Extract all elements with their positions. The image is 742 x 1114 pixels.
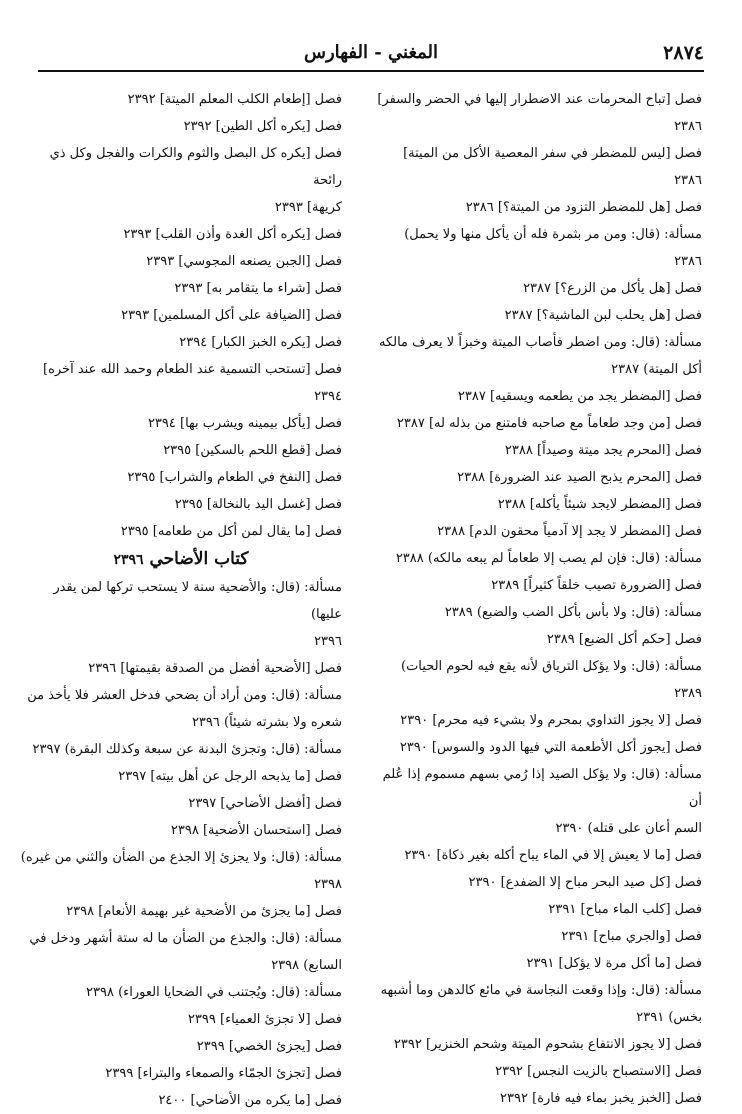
index-entry: فصل [المحرم يذبح الصيد عند الضرورة] ٢٣٨٨ (457, 470, 702, 485)
index-entry: مسألة: (قال: وتجزئ البدنة عن سبعة وكذلك البقرة) ٢٣٩٧ (32, 742, 342, 757)
index-entry: السم أعان على قتله) ٢٣٩٠ (555, 821, 702, 836)
index-entry: مسألة: (قال: والأضحية سنة لا يستحب تركها لمن يقدر عليها) (53, 580, 342, 622)
index-entry: فصل [المضطر لايجد شيئاً يأكله] ٢٣٨٨ (497, 497, 702, 512)
index-entry: فصل [هل يحلب لبن الماشية؟] ٢٣٨٧ (504, 308, 702, 323)
index-entry: مسألة: (قال: وإذا وقعت النجاسة في مائع كالدهن وما أشبهه (380, 983, 702, 998)
index-entry: فصل [لا تجزئ العمياء] ٢٣٩٩ (187, 1012, 342, 1027)
index-entry: كريهة] ٢٣٩٣ (274, 200, 342, 215)
index-entry: فصل [الضرورة تصيب خلقاً كثيراً] ٢٣٨٩ (491, 578, 702, 593)
index-entry: فصل [ما يذبحه الرجل عن أهل بيته] ٢٣٩٧ (118, 769, 342, 784)
index-entry: فصل [هل للمضطر التزود من الميتة؟] ٢٣٨٦ (465, 200, 702, 215)
index-entry: فصل [المضطر لا يجد إلا آدمياً محقون الدم] ٢٣٨٨ (437, 524, 702, 539)
index-entry: فصل [تجزئ الجمّاء والصمعاء والبتراء] ٢٣٩٩ (105, 1066, 342, 1081)
index-entry: فصل [يجزئ الخصي] ٢٣٩٩ (196, 1039, 342, 1054)
index-entry: مسألة: (قال: ولا يجزئ إلا الجذع من الضأن والثني من غيره) (20, 850, 342, 865)
index-entry: فصل [والجري مباح] ٢٣٩١ (561, 929, 702, 944)
index-list-top (20, 86, 342, 545)
index-entry: فصل [المضطر يجد من يطعمه ويسقيه] ٢٣٨٧ (457, 389, 702, 404)
section-page: ٢٣٩٦ (113, 552, 144, 568)
index-entry: فصل [من وجد طعاماً مع صاحبه فامتنع من بذله له] ٢٣٨٧ (396, 416, 702, 431)
index-entry: فصل [شراء ما يتقامر به] ٢٣٩٣ (174, 281, 342, 296)
index-entry: مسألة: (قال: والجذع من الضأن ما له ستة أشهر ودخل في (29, 931, 342, 946)
index-entry: فصل [ما يقال لمن أكل من طعامه] ٢٣٩٥ (120, 524, 342, 539)
index-entry: فصل [حكم أكل الضبع] ٢٣٨٩ (546, 632, 702, 647)
index-entry: مسألة: (قال: ولا بأس بأكل الضب والضبع) ٢٣٨٩ (444, 605, 702, 620)
index-entry: فصل [الضيافة على أكل المسلمين] ٢٣٩٣ (121, 308, 342, 323)
index-entry: مسألة: (قال: ويُجتنب في الضحايا العوراء) ٢٣٩٨ (86, 985, 342, 1000)
index-entry: فصل [أفضل الأضاحي] ٢٣٩٧ (188, 796, 342, 811)
index-entry: فصل [الجبن يصنعه المجوسي] ٢٣٩٣ (146, 254, 342, 269)
index-entry: فصل [ما أكل مرة لا يؤكل] ٢٣٩١ (526, 956, 702, 971)
index-entry: فصل [كلب الماء مباح] ٢٣٩١ (548, 902, 702, 917)
index-entry: فصل [الخبز يخبز بماء فيه فارة] ٢٣٩٢ (500, 1091, 702, 1106)
page-number: ٢٨٧٤ (663, 42, 704, 64)
index-entry: فصل [تباح المحرمات عند الاضطرار إليها في الحضر والسفر] (377, 92, 702, 107)
index-entry: فصل [يكره أكل الغدة وأذن القلب] ٢٣٩٣ (123, 227, 342, 242)
index-entry: مسألة: (قال: ولا يؤكل الترياق لأنه يقع فيه لحوم الحيات) (401, 659, 702, 674)
index-entry: السابع) ٢٣٩٨ (271, 958, 342, 973)
index-entry: شعره ولا بشرته شيئاً) ٢٣٩٦ (191, 715, 342, 730)
index-entry: ٢٣٩٤ (314, 389, 342, 404)
index-entry: فصل [غسل اليد بالنخالة] ٢٣٩٥ (174, 497, 342, 512)
running-title: المغني - الفهارس (303, 42, 439, 63)
index-entry: مسألة: (قال: ولا يؤكل الصيد إذا رُمي بسهم مسموم إذا عُلم أن (382, 767, 702, 809)
index-entry: فصل [ما يجزئ من الأضحية غير بهيمة الأنعام] ٢٣٩٨ (66, 904, 342, 919)
index-entry: فصل [استحسان الأضحية] ٢٣٩٨ (170, 823, 342, 838)
index-entry: فصل [هل يأكل من الزرع؟] ٢٣٨٧ (523, 281, 702, 296)
index-entry: مسألة: (قال: ومن اضطر فأصاب الميتة وخبزاً لا يعرف مالكه (378, 335, 702, 350)
index-entry: فصل [يجوز أكل الأطعمة التي فيها الدود والسوس] ٢٣٩٠ (399, 740, 702, 755)
index-entry: أكل الميتة) ٢٣٨٧ (611, 362, 702, 377)
index-column-right (372, 86, 702, 1112)
index-entry: فصل [ما لا يعيش إلا في الماء يباح أكله بغير ذكاة] ٢٣٩٠ (404, 848, 702, 863)
index-entry: فصل [النفخ في الطعام والشراب] ٢٣٩٥ (127, 470, 342, 485)
index-entry: فصل [يكره الخبز الكبار] ٢٣٩٤ (179, 335, 342, 350)
index-entry: فصل [المحرم يجد ميتة وصيداً] ٢٣٨٨ (504, 443, 702, 458)
index-entry: فصل [يأكل بيمينه ويشرب بها] ٢٣٩٤ (147, 416, 342, 431)
index-entry: فصل [لا يجوز الانتفاع بشحوم الميتة وشحم الخنزير] ٢٣٩٢ (393, 1037, 702, 1052)
index-entry: ٢٣٩٦ (314, 634, 342, 649)
index-entry: مسألة: (قال: ومن أراد أن يضحي فدخل العشر فلا يأخذ من (27, 688, 342, 703)
index-entry: بخس) ٢٣٩١ (636, 1010, 702, 1025)
page-header (38, 40, 704, 72)
index-entry: فصل [لا يجوز التداوي بمحرم ولا بشيء فيه محرم] ٢٣٩٠ (400, 713, 702, 728)
index-entry: ٢٣٨٦ (674, 119, 702, 134)
index-entry: ٢٣٨٩ (674, 686, 702, 701)
index-entry: فصل [قطع اللحم بالسكين] ٢٣٩٥ (163, 443, 342, 458)
index-entry: ٢٣٩٨ (314, 877, 342, 892)
index-entry: فصل [ما يكره من الأضاحي] ٢٤٠٠ (158, 1093, 342, 1108)
section-title: كتاب الأضاحي (149, 549, 249, 569)
index-entry: مسألة: (قال: فإن لم يصب إلا طعاماً لم يبعه مالكه) ٢٣٨٨ (395, 551, 702, 566)
index-entry: فصل [كل صيد البحر مباح إلا الضفدع] ٢٣٩٠ (468, 875, 702, 890)
section-heading (20, 545, 342, 574)
index-entry: فصل [الأضحية أفضل من الصدقة بقيمتها] ٢٣٩٦ (88, 661, 342, 676)
index-entry: فصل [تستحب التسمية عند الطعام وحمد الله عند آخره] (43, 362, 342, 377)
index-list-bottom (20, 574, 342, 1114)
index-entry: فصل [الاستصباح بالزيت النجس] ٢٣٩٢ (495, 1064, 702, 1079)
index-entry: فصل [يكره كل البصل والثوم والكرات والفجل وكل ذي رائحة (49, 146, 342, 188)
index-entry: مسألة: (قال: ومن مر بثمرة فله أن يأكل منها ولا يحمل) (404, 227, 702, 242)
index-entry: فصل [إطعام الكلب المعلم الميتة] ٢٣٩٢ (127, 92, 342, 107)
index-entry: ٢٣٨٦ (674, 254, 702, 269)
index-column-left (20, 86, 342, 1114)
index-entry: فصل [يكره أكل الطين] ٢٣٩٢ (183, 119, 342, 134)
index-entry: فصل [ليس للمضطر في سفر المعصية الأكل من الميتة] ٢٣٨٦ (403, 146, 702, 188)
